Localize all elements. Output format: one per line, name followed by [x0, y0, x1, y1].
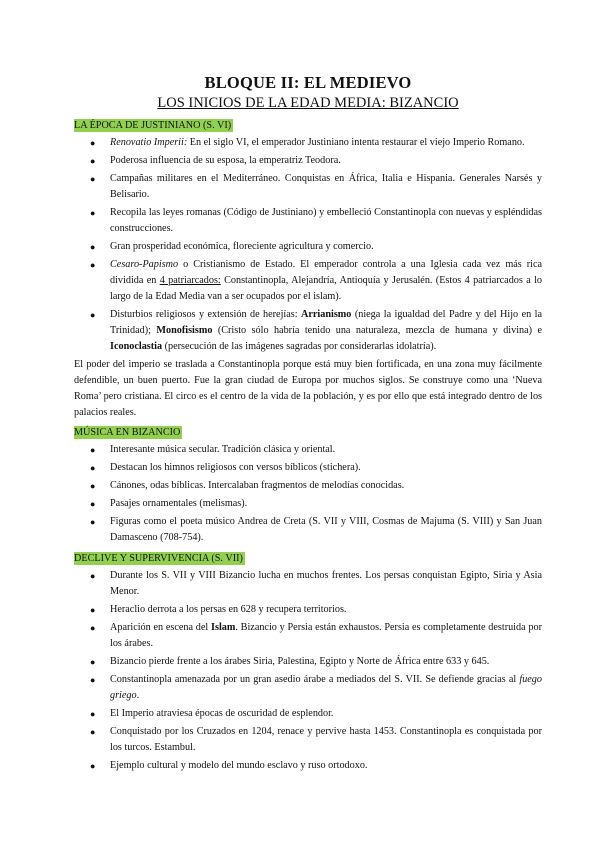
list-item-text: Campañas militares en el Mediterráneo. Conquistas en África, Italia e Hispania. Generales Narsés y Belisario.: [110, 173, 542, 200]
section-heading-declive: DECLIVE Y SUPERVIVENCIA (S. VII): [74, 553, 243, 564]
list-item-text: . Bizancio y Persia están exhaustos. Persia es completamente destruida por los árabes.: [110, 622, 542, 649]
list-item-text: Bizancio pierde frente a los árabes Siria, Palestina, Egipto y Norte de África entre 633 y 645.: [110, 656, 490, 667]
bullet-icon: ●: [90, 156, 96, 166]
bullet-icon: ●: [90, 571, 96, 581]
bullet-icon: ●: [90, 605, 96, 615]
list-item-text: Interesante música secular. Tradición clásica y oriental.: [110, 444, 336, 455]
bullet-icon: ●: [90, 499, 96, 509]
bullet-icon: ●: [90, 675, 96, 685]
bullet-icon: ●: [90, 138, 96, 148]
section-musica: [74, 422, 542, 546]
bullet-icon: ●: [90, 310, 96, 320]
list-item-text: Conquistado por los Cruzados en 1204, renace y pervive hasta 1453. Constantinopla es conquistada por los turcos. Estambul.: [110, 726, 542, 753]
list-item: [74, 654, 542, 670]
list-item: [74, 514, 542, 546]
bullet-icon: ●: [90, 208, 96, 218]
list-item-text: Aparición en escena del: [110, 622, 212, 633]
list-item-text: En el siglo VI, el emperador Justiniano intenta restaurar el viejo Imperio Romano.: [187, 137, 525, 148]
bullet-icon: ●: [90, 445, 96, 455]
term-iconoclastia: Iconoclastia: [110, 341, 163, 352]
bullet-list-declive: [74, 568, 542, 774]
list-item-text: (persecución de las imágenes sagradas por considerarlas idolatría).: [162, 341, 437, 352]
list-item: [74, 257, 542, 305]
list-item-text: (niega la igualdad del Padre y del Hijo en la Trinidad);: [110, 309, 542, 336]
document-title: BLOQUE II: EL MEDIEVO: [204, 73, 412, 92]
list-item-text: Constantinopla amenazada por un gran asedio árabe a mediados del S. VII. Se defiende gracias al: [110, 674, 520, 685]
list-item: [74, 442, 542, 458]
bullet-list-musica: [74, 442, 542, 546]
list-item-text: .: [136, 690, 140, 701]
term-islam: Islam: [211, 622, 236, 633]
list-item-text: Gran prosperidad económica, floreciente agricultura y comercio.: [110, 241, 374, 252]
document-subtitle: LOS INICIOS DE LA EDAD MEDIA: BIZANCIO: [157, 95, 459, 111]
list-item: [74, 135, 542, 151]
list-item: [74, 205, 542, 237]
list-item: [74, 758, 542, 774]
bullet-icon: ●: [90, 260, 96, 270]
list-item-text: (Cristo sólo habría tenido una naturaleza, mezcla de humana y divina) e: [212, 325, 542, 336]
bullet-icon: ●: [90, 657, 96, 667]
bullet-icon: ●: [90, 463, 96, 473]
list-item-text: Durante los S. VII y VIII Bizancio lucha en muchos frentes. Los persas conquistan Egipto, Siria y Asia Menor.: [110, 570, 542, 597]
list-item: [74, 153, 542, 169]
paragraph-constantinopla: El poder del imperio se traslada a Constantinopla porque está muy bien fortificada, en una zona muy fácilmente defendible, un buen puerto. Fue la gran ciudad de Europa por muchos siglos. Se construye como una ‘Nueva Roma’ pero cristiana. El circo es el centro de la vida de la población, y es por ello que está integrado dentro de los palacios reales.: [74, 359, 542, 418]
section-heading-musica: MÚSICA EN BIZANCIO: [74, 427, 181, 438]
list-item-text: Recopila las leyes romanas (Código de Justiniano) y embelleció Constantinopla con nuevas y espléndidas construcciones.: [110, 207, 542, 234]
list-item-text: Cánones, odas bíblicas. Intercalaban fragmentos de melodías conocidas.: [110, 480, 405, 491]
list-item-text: o Cristianismo de Estado. El emperador controla a una Iglesia cada vez más rica dividida en: [110, 259, 542, 286]
term-patriarcados: 4 patriarcados:: [159, 275, 221, 286]
bullet-icon: ●: [90, 517, 96, 527]
bullet-icon: ●: [90, 481, 96, 491]
term-renovatio: Renovatio Imperii:: [110, 137, 188, 148]
bullet-list-justiniano: [74, 135, 542, 355]
list-item: [74, 496, 542, 512]
list-item: [74, 602, 542, 618]
list-item-text: Heraclio derrota a los persas en 628 y recupera territorios.: [110, 604, 347, 615]
list-item-text: Ejemplo cultural y modelo del mundo esclavo y ruso ortodoxo.: [110, 760, 368, 771]
bullet-icon: ●: [90, 761, 96, 771]
list-item-text: Figuras como el poeta músico Andrea de Creta (S. VII y VIII, Cosmas de Majuma (S. VIII) y San Juan Damasceno (708-754).: [110, 516, 542, 543]
list-item: [74, 706, 542, 722]
list-item: [74, 620, 542, 652]
term-fuego-griego: fuego griego: [110, 674, 542, 701]
list-item: [74, 171, 542, 203]
list-item: [74, 460, 542, 476]
term-monofisismo: Monofisismo: [156, 325, 213, 336]
bullet-icon: ●: [90, 242, 96, 252]
list-item: [74, 724, 542, 756]
bullet-icon: ●: [90, 174, 96, 184]
list-item-text: Pasajes ornamentales (melismas).: [110, 498, 248, 509]
list-item-text: El Imperio atraviesa épocas de oscuridad de esplendor.: [110, 708, 334, 719]
section-justiniano: [74, 115, 542, 421]
list-item-text: Constantinopla, Alejandría, Antioquía y Jerusalén. (Estos 4 patriarcados a lo largo de la Edad Media van a ser ocupados por el islam).: [110, 275, 542, 302]
bullet-icon: ●: [90, 709, 96, 719]
term-arrianismo: Arrianismo: [301, 309, 352, 320]
list-item: [74, 478, 542, 494]
bullet-icon: ●: [90, 623, 96, 633]
term-cesaro-papismo: Cesaro-Papismo: [110, 259, 179, 270]
list-item-text: Poderosa influencia de su esposa, la emperatriz Teodora.: [110, 155, 341, 166]
section-heading-justiniano: LA ÉPOCA DE JUSTINIANO (S. VI): [74, 120, 232, 131]
list-item-text: Destacan los himnos religiosos con versos bíblicos (stichera).: [110, 462, 361, 473]
bullet-icon: ●: [90, 727, 96, 737]
list-item: [74, 568, 542, 600]
list-item-text: Disturbios religiosos y extensión de herejías:: [110, 309, 302, 320]
list-item: [74, 307, 542, 355]
section-declive: [74, 548, 542, 774]
list-item: [74, 239, 542, 255]
list-item: [74, 672, 542, 704]
